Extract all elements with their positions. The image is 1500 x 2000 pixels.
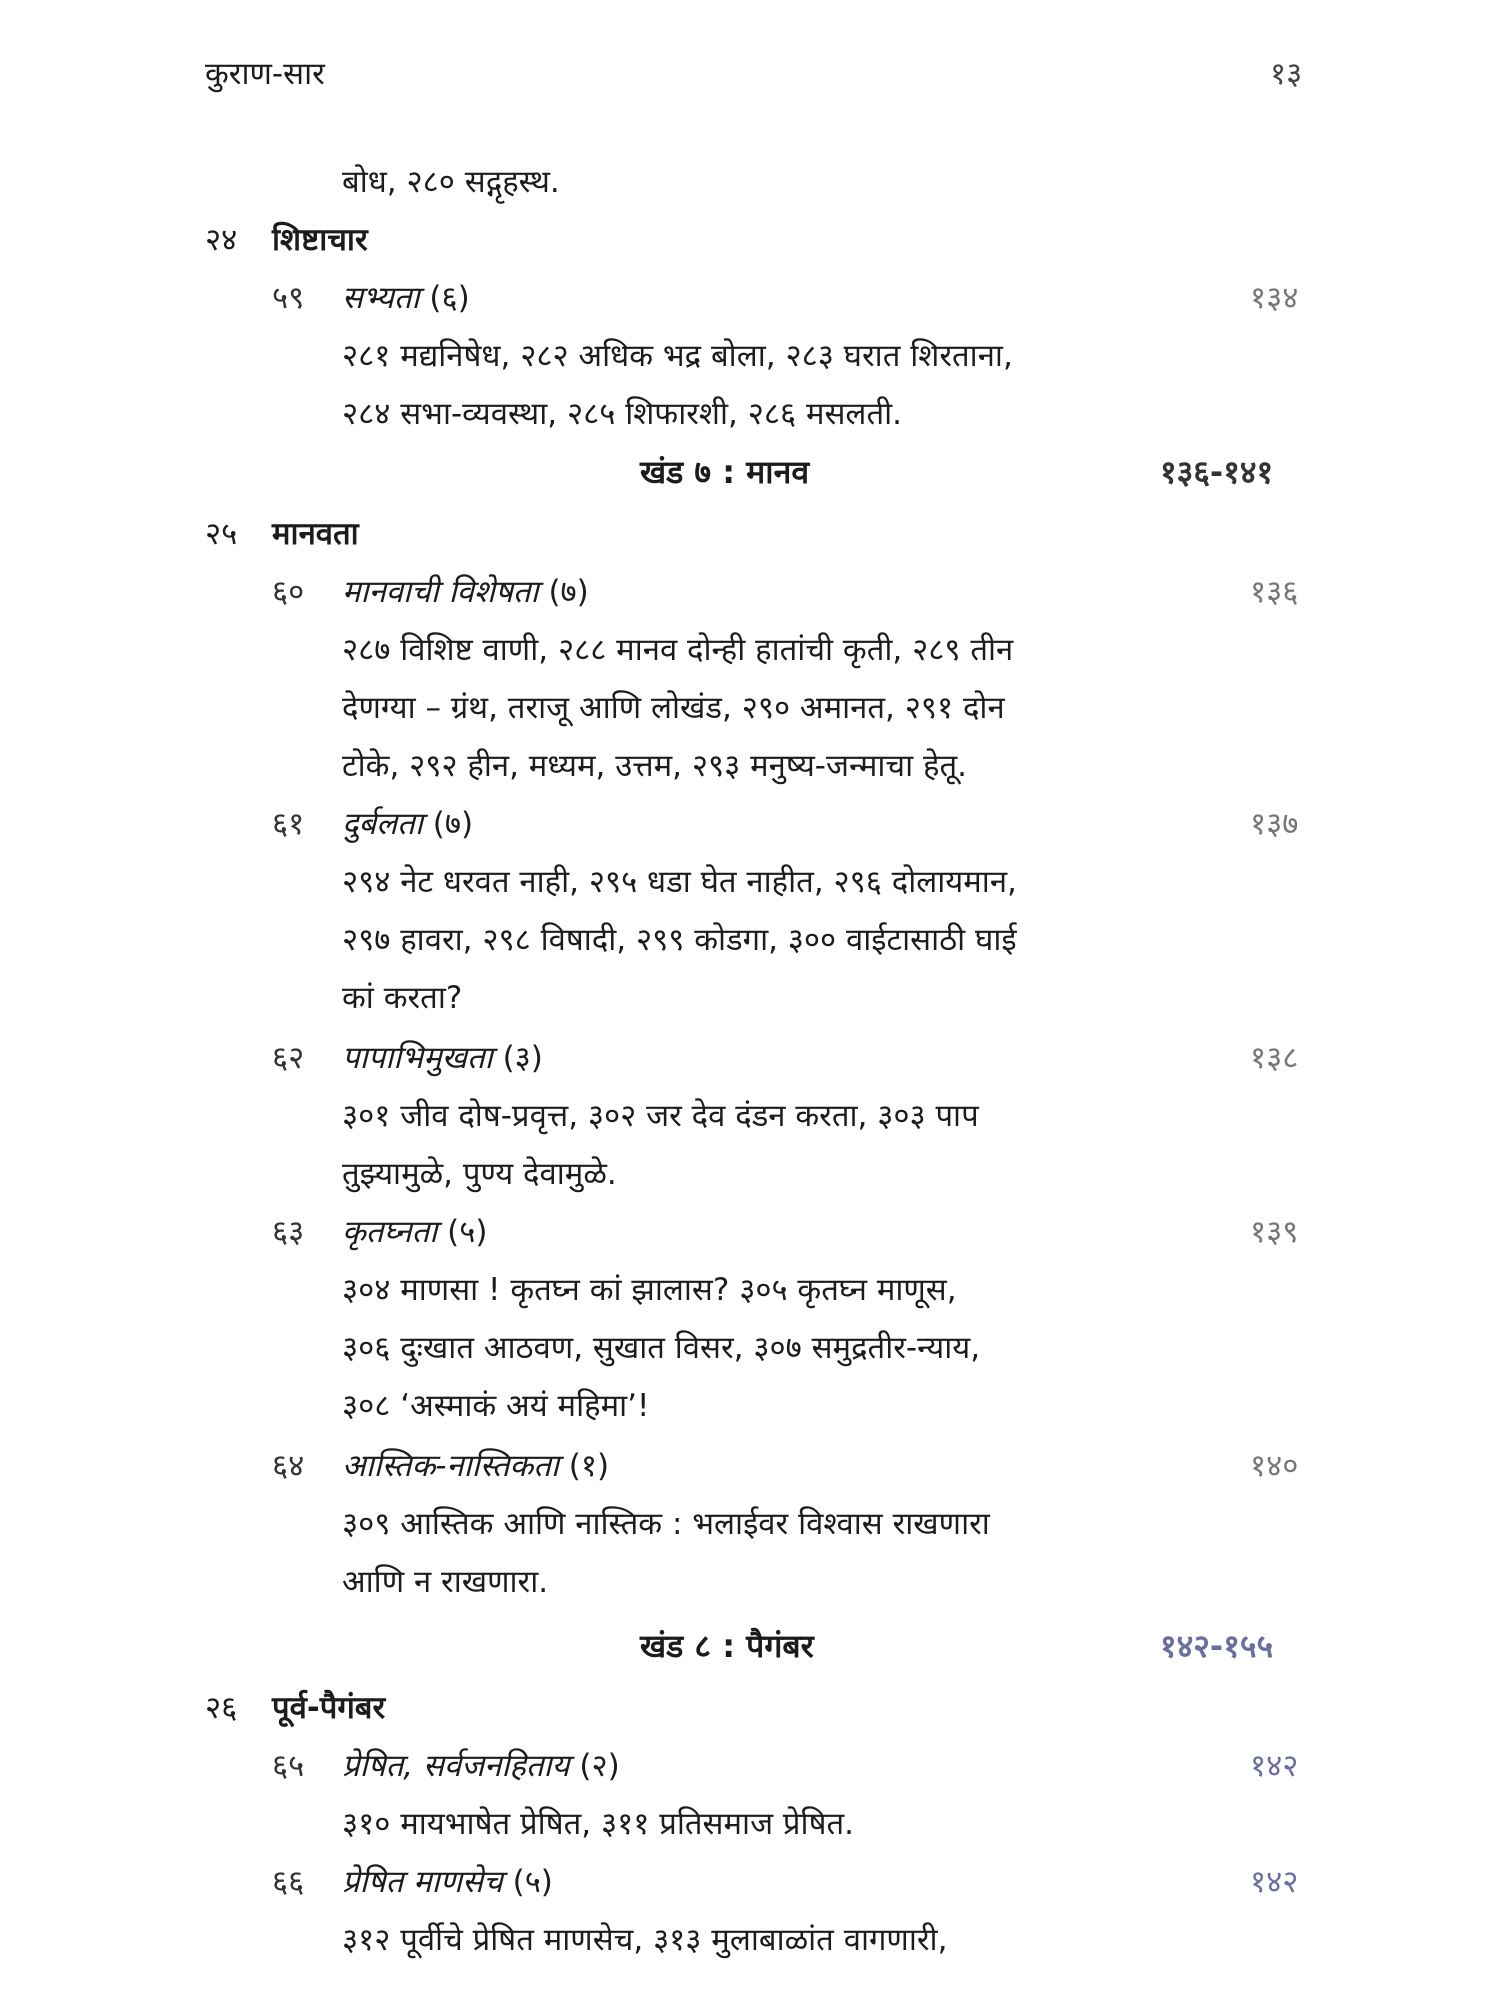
entry-count: (७) bbox=[548, 574, 589, 610]
toc-line: २८१ मद्यनिषेध, २८२ अधिक भद्र बोला, २८३ घरात शिरताना, bbox=[342, 338, 1013, 374]
toc-line: २९७ हावरा, २९८ विषादी, २९९ कोडगा, ३०० वाईटासाठी घाई bbox=[342, 922, 1017, 958]
entry-title bbox=[342, 276, 470, 318]
toc-line: २८७ विशिष्ट वाणी, २८८ मानव दोन्ही हातांची कृती, २८९ तीन bbox=[342, 632, 1014, 668]
toc-line: बोध, २८० सद्गृहस्थ. bbox=[342, 164, 560, 200]
entry-number: ६० bbox=[272, 574, 305, 610]
running-header-title: कुराण-सार bbox=[205, 56, 325, 92]
entry-title-text: कृतघ्नता bbox=[342, 1214, 438, 1250]
entry-title bbox=[342, 570, 589, 612]
toc-line: देणग्या – ग्रंथ, तराजू आणि लोखंड, २९० अमानत, २९१ दोन bbox=[342, 690, 1005, 726]
toc-line: आणि न राखणारा. bbox=[342, 1564, 549, 1600]
chapter-title: मानवता bbox=[272, 516, 359, 552]
toc-line: ३१० मायभाषेत प्रेषित, ३११ प्रतिसमाज प्रेषित. bbox=[342, 1806, 855, 1842]
entry-title-text: मानवाची विशेषता bbox=[342, 574, 539, 610]
entry-count: (७) bbox=[432, 806, 474, 842]
entry-count: (२) bbox=[579, 1748, 620, 1784]
entry-number: ६२ bbox=[272, 1040, 305, 1076]
entry-page: १३८ bbox=[1250, 1040, 1299, 1076]
toc-line: ३०९ आस्तिक आणि नास्तिक : भलाईवर विश्वास राखणारा bbox=[342, 1506, 990, 1542]
entry-page: १३७ bbox=[1250, 806, 1299, 842]
toc-line: ३१२ पूर्वीचे प्रेषित माणसेच, ३१३ मुलाबाळांत वागणारी, bbox=[342, 1922, 948, 1958]
entry-number: ६४ bbox=[272, 1448, 305, 1484]
entry-page: १३४ bbox=[1250, 280, 1299, 316]
entry-title bbox=[342, 1744, 620, 1786]
entry-number: ६६ bbox=[272, 1864, 305, 1900]
toc-line: २९४ नेट धरवत नाही, २९५ धडा घेत नाहीत, २९६ दोलायमान, bbox=[342, 864, 1017, 900]
toc-line: टोके, २९२ हीन, मध्यम, उत्तम, २९३ मनुष्य-जन्माचा हेतू. bbox=[342, 748, 967, 784]
chapter-title: शिष्टाचार bbox=[272, 222, 368, 258]
entry-count: (३) bbox=[502, 1040, 543, 1076]
entry-title-text: दुर्बलता bbox=[342, 806, 423, 842]
entry-number: ६१ bbox=[272, 806, 305, 842]
entry-count: (५) bbox=[447, 1214, 488, 1250]
entry-title-text: प्रेषित माणसेच bbox=[342, 1864, 503, 1900]
entry-number: ६५ bbox=[272, 1748, 305, 1784]
entry-title-text: प्रेषित, सर्वजनहिताय bbox=[342, 1748, 570, 1784]
entry-title-text: सभ्यता bbox=[342, 280, 420, 316]
toc-line: २८४ सभा-व्यवस्था, २८५ शिफारशी, २८६ मसलती. bbox=[342, 396, 903, 432]
toc-line: कां करता? bbox=[342, 980, 463, 1016]
entry-title-text: पापाभिमुखता bbox=[342, 1040, 493, 1076]
entry-title bbox=[342, 1860, 553, 1902]
section-title: खंड ८ : पैगंबर bbox=[640, 1627, 814, 1665]
entry-title bbox=[342, 1036, 543, 1078]
entry-page: १४२ bbox=[1250, 1864, 1299, 1900]
entry-count: (१) bbox=[568, 1448, 610, 1484]
entry-page: १३६ bbox=[1250, 574, 1299, 610]
entry-title bbox=[342, 802, 473, 844]
entry-page: १४२ bbox=[1250, 1748, 1299, 1784]
entry-title-text: आस्तिक-नास्तिकता bbox=[342, 1448, 559, 1484]
chapter-number: २५ bbox=[205, 516, 238, 552]
entry-count: (५) bbox=[512, 1864, 553, 1900]
entry-number: ५९ bbox=[272, 280, 305, 316]
toc-line: ३०८ ‘अस्माकं अयं महिमा’! bbox=[342, 1388, 650, 1424]
entry-number: ६३ bbox=[272, 1214, 305, 1250]
entry-page: १३९ bbox=[1250, 1214, 1299, 1250]
entry-page: १४० bbox=[1250, 1448, 1299, 1484]
chapter-title: पूर्व-पैगंबर bbox=[272, 1690, 386, 1726]
toc-line: ३०४ माणसा ! कृतघ्न कां झालास? ३०५ कृतघ्न माणूस, bbox=[342, 1272, 957, 1308]
section-page-range: १४२-१५५ bbox=[1160, 1627, 1274, 1665]
toc-line: तुझ्यामुळे, पुण्य देवामुळे. bbox=[342, 1156, 617, 1192]
toc-line: ३०६ दुःखात आठवण, सुखात विसर, ३०७ समुद्रतीर-न्याय, bbox=[342, 1330, 981, 1366]
toc-line: ३०१ जीव दोष-प्रवृत्त, ३०२ जर देव दंडन करता, ३०३ पाप bbox=[342, 1098, 979, 1134]
section-page-range: १३६-१४१ bbox=[1160, 453, 1274, 491]
page-number: १३ bbox=[1270, 56, 1303, 92]
chapter-number: २४ bbox=[205, 222, 238, 258]
entry-count: (६) bbox=[429, 280, 470, 316]
entry-title bbox=[342, 1210, 487, 1252]
entry-title bbox=[342, 1444, 609, 1486]
section-title: खंड ७ : मानव bbox=[640, 453, 810, 491]
chapter-number: २६ bbox=[205, 1690, 238, 1726]
